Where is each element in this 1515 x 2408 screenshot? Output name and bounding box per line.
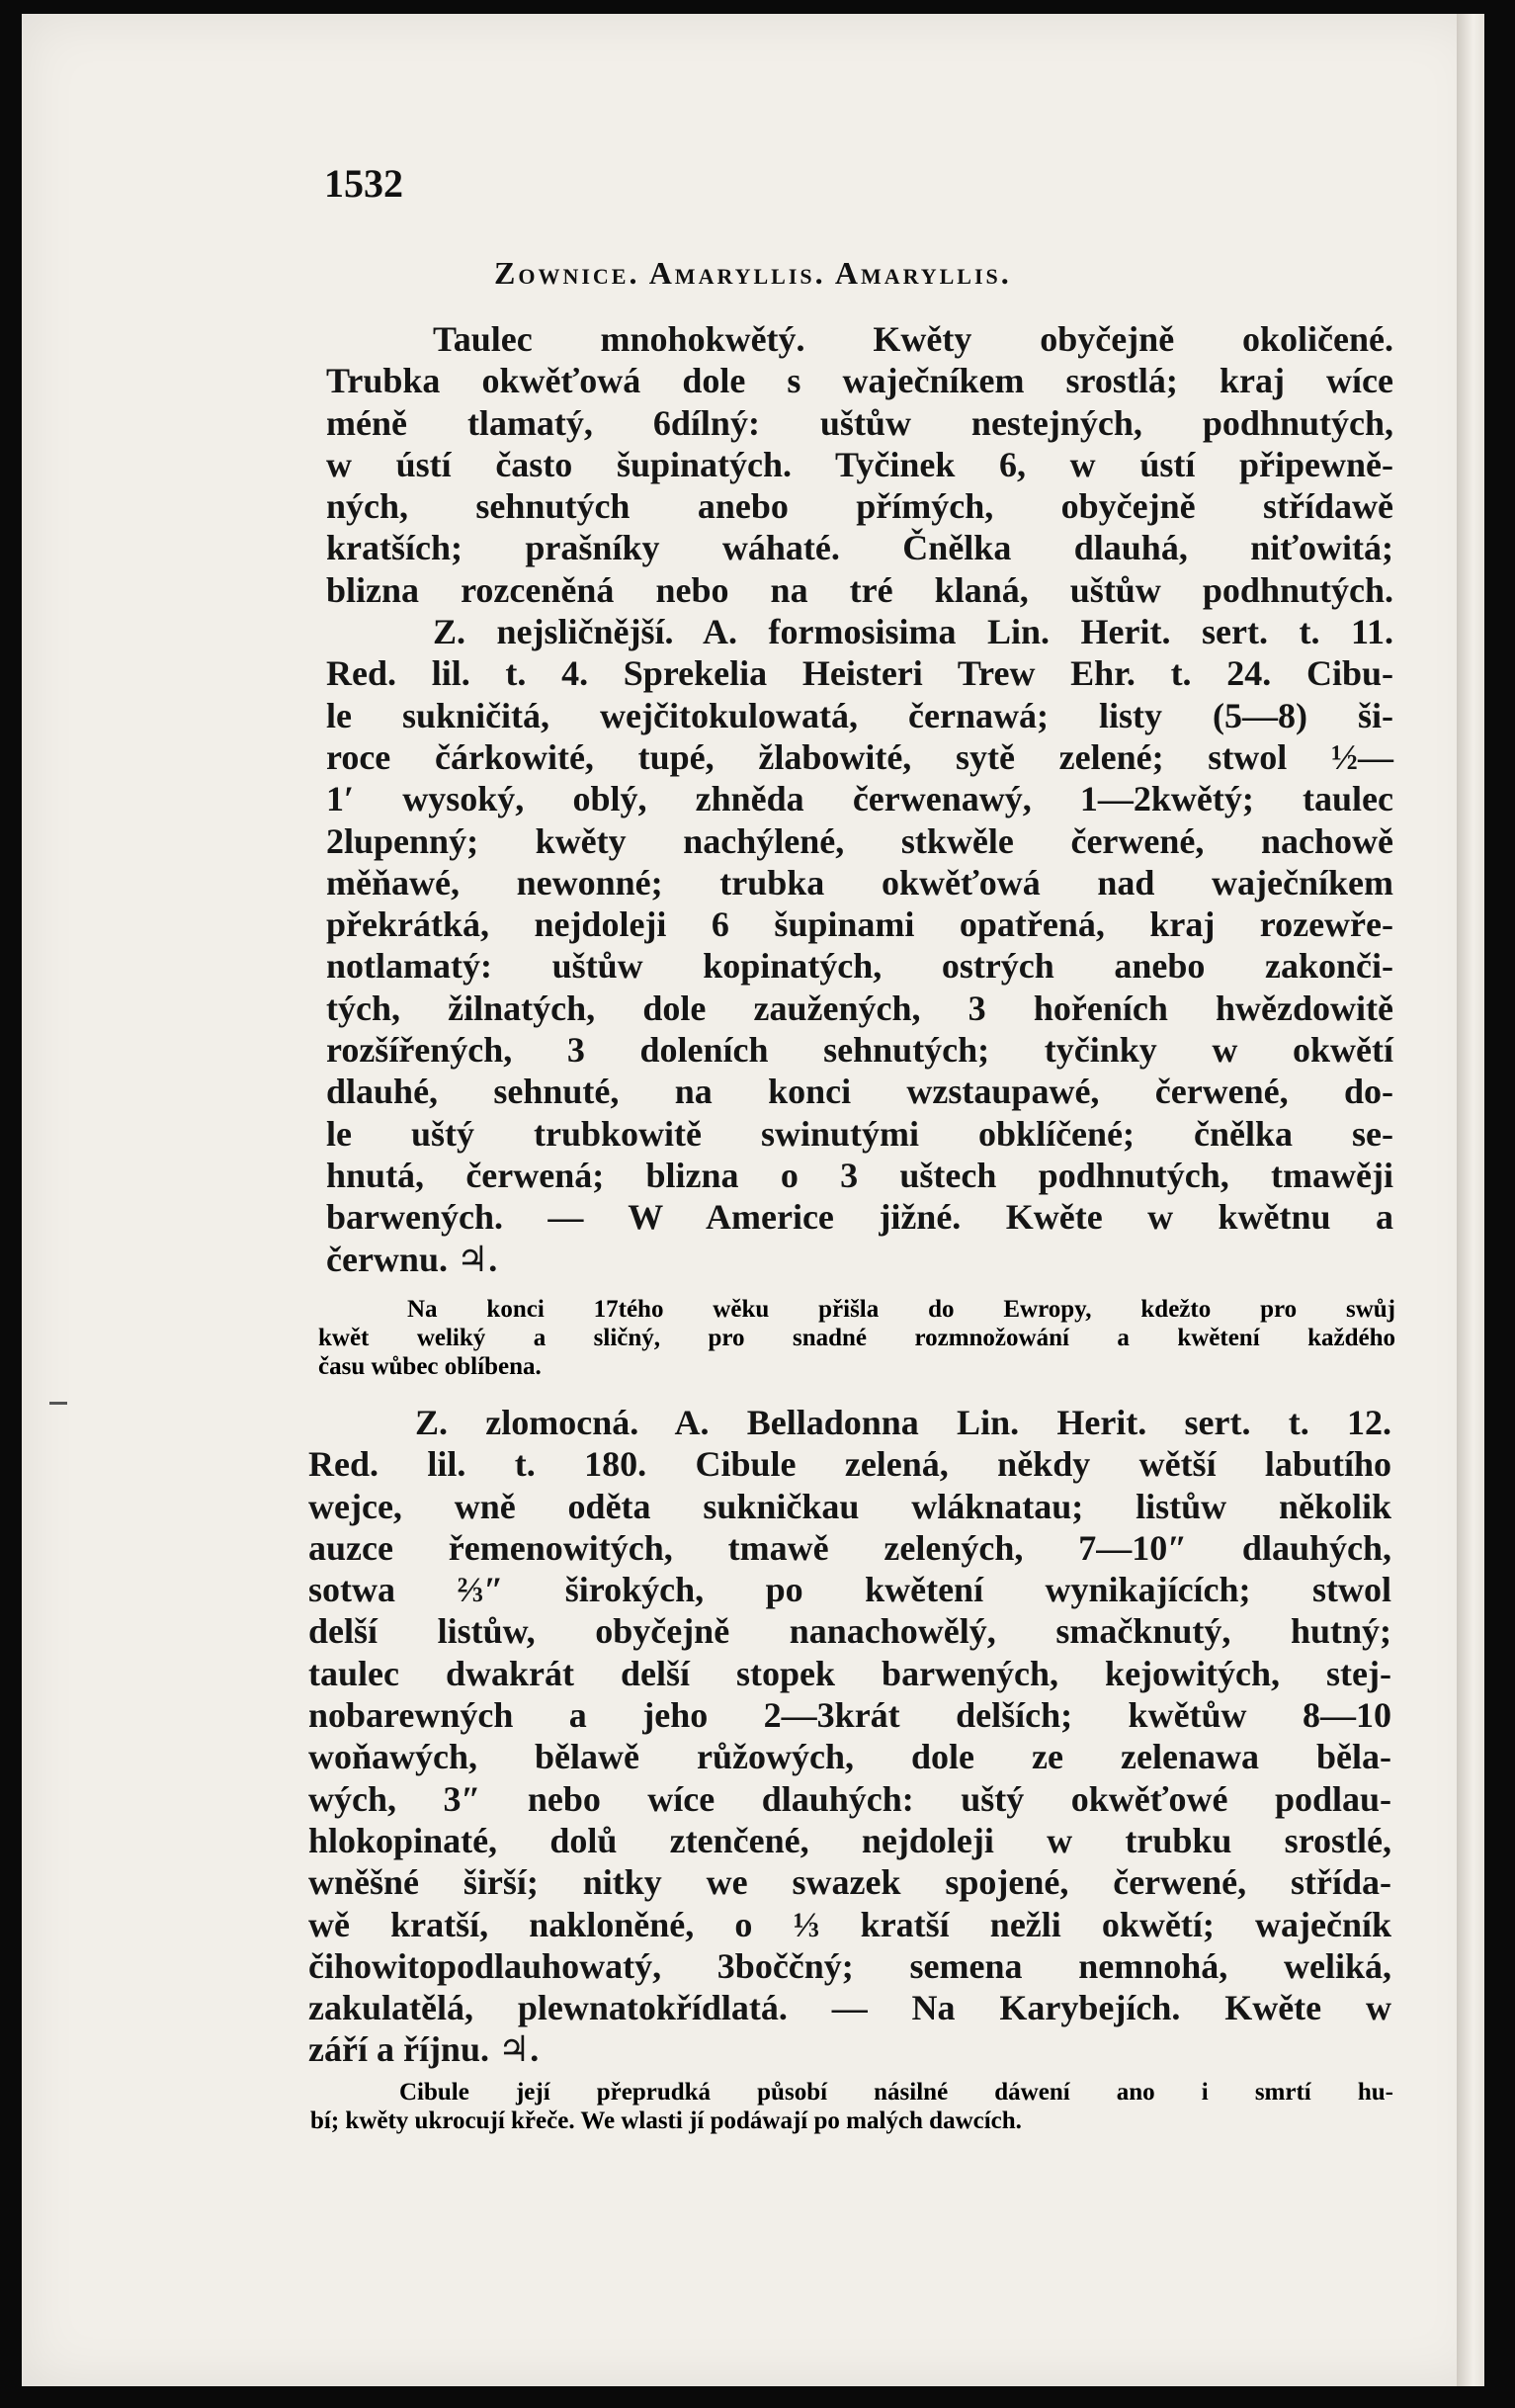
text-line: nobarewných a jeho 2—3krát delších; kwětůw 8—10 — [308, 1695, 1391, 1736]
text-line: měňawé, newonné; trubka okwěťowá nad waječníkem — [326, 862, 1393, 903]
text-line: taulec dwakrát delší stopek barwených, kejowitých, stej- — [308, 1653, 1391, 1693]
text-line: le uštý trubkowitě swinutými obklíčené; čnělka se- — [326, 1113, 1393, 1154]
text-line: auzce řemenowitých, tmawě zelených, 7—10″ dlauhých, — [308, 1527, 1391, 1568]
text-line: ných, sehnutých anebo přímých, obyčejně střídawě — [326, 486, 1393, 527]
text-line: čerwnu. ♃. — [326, 1239, 498, 1279]
text-line: roce čárkowité, tupé, žlabowité, sytě zelené; stwol ½— — [326, 736, 1393, 777]
text-line: čihowitopodlauhowatý, 3boččný; semena nemnohá, weliká, — [308, 1945, 1391, 1986]
text-line: wněšné širší; nitky we swazek spojené, čerwené, střída- — [308, 1862, 1391, 1903]
page-number: 1532 — [324, 161, 403, 206]
text-line: Red. lil. t. 4. Sprekelia Heisteri Trew Ehr. t. 24. Cibu- — [326, 653, 1393, 694]
text-line: wě kratší, nakloněné, o ⅓ kratší nežli okwětí; waječník — [308, 1904, 1391, 1944]
text-line: wejce, wně oděta sukničkau wláknatau; listůw několik — [308, 1486, 1391, 1526]
text-line: wých, 3″ nebo wíce dlauhých: uštý okwěťowé podlau- — [308, 1778, 1391, 1819]
text-line: 1′ wysoký, oblý, zhnědа čerwenawý, 1—2kwětý; taulec — [326, 779, 1393, 819]
footnote-toxicity — [310, 2078, 1393, 2135]
text-line: notlamatý: uštůw kopinatých, ostrých anebo zakonči- — [326, 946, 1393, 987]
text-line: rozšířených, 3 doleních sehnutých; tyčinky w okwětí — [326, 1030, 1393, 1071]
text-line: barwených. — W Americe jižné. Kwěte w kwětnu a — [326, 1197, 1393, 1238]
text-line: Z. zlomocná. A. Belladonna Lin. Herit. sert. t. 12. — [415, 1403, 1391, 1442]
running-header: Zownice. Amaryllis. Amaryllis. — [494, 255, 1012, 291]
text-line: dlauhé, sehnuté, na konci wzstaupawé, čerwené, do- — [326, 1072, 1393, 1112]
page-spine-shadow — [1457, 14, 1484, 2386]
text-line: hnutá, čerwená; blizna o 3 uštech podhnutých, tmawěji — [326, 1155, 1393, 1195]
note-line: kwět weliký a sličný, pro snadné rozmnožowání a kwětení každého — [318, 1325, 1395, 1351]
note-line: Cibule její přeprudká působí násilné dáwení ano i smrtí hu- — [399, 2079, 1393, 2106]
note-line: Na konci 17tého wěku přišla do Ewropy, kdežto pro swůj — [407, 1296, 1395, 1323]
text-line: hlokopinaté, dolů ztenčené, nejdoleji w trubku srostlé, — [308, 1820, 1391, 1860]
text-line: woňawých, bělawě růžowých, dole ze zelenawa běla- — [308, 1737, 1391, 1777]
text-line: le sukničitá, wejčitokulowatá, černawá; listy (5—8) ši- — [326, 695, 1393, 735]
text-line: blizna rozceněná nebo na tré klaná, uštůw podhnutých. — [326, 569, 1393, 610]
footnote-history — [318, 1295, 1395, 1381]
text-line: září a říjnu. ♃. — [308, 2029, 540, 2070]
text-line: 2lupenný; kwěty nachýlené, stkwěle čerwené, nachowě — [326, 820, 1393, 861]
text-line: sotwa ⅔″ širokých, po kwětení wynikajících; stwol — [308, 1570, 1391, 1610]
note-line: času wůbec oblíbena. — [318, 1353, 542, 1380]
text-line: w ústí často šupinatých. Tyčinek 6, w ústí připewně- — [326, 444, 1393, 484]
text-line: tých, žilnatých, dole zaužených, 3 hořeních hwězdowitě — [326, 988, 1393, 1028]
text-line: zakulatělá, plewnatokřídlatá. — Na Karybejích. Kwěte w — [308, 1988, 1391, 2028]
text-line: Red. lil. t. 180. Cibule zelená, někdy wětší labutího — [308, 1444, 1391, 1485]
text-line: Z. nejsličnější. A. formosisima Lin. Herit. sert. t. 11. — [433, 612, 1393, 652]
text-line: překrátká, nejdoleji 6 šupinami opatřená, kraj rozewře- — [326, 904, 1393, 945]
text-line: Taulec mnohokwětý. Kwěty obyčejně okoličené. — [433, 319, 1393, 359]
text-line: Trubka okwěťowá dole s waječníkem srostlá; kraj wíce — [326, 361, 1393, 401]
text-line: delší listůw, obyčejně nanachowělý, smačknutý, hutný; — [308, 1611, 1391, 1652]
text-line: méně tlamatý, 6dílný: uštůw nestejných, podhnutých, — [326, 402, 1393, 443]
species-belladonna-description — [308, 1402, 1391, 2071]
margin-mark — [49, 1402, 67, 1405]
text-line: kratších; prašníky wáhaté. Čnělka dlauhá, niťowitá; — [326, 528, 1393, 568]
genus-description — [326, 318, 1393, 1280]
note-line: bí; kwěty ukrocují křeče. We wlasti jí podáwají po malých dawcích. — [310, 2107, 1022, 2134]
